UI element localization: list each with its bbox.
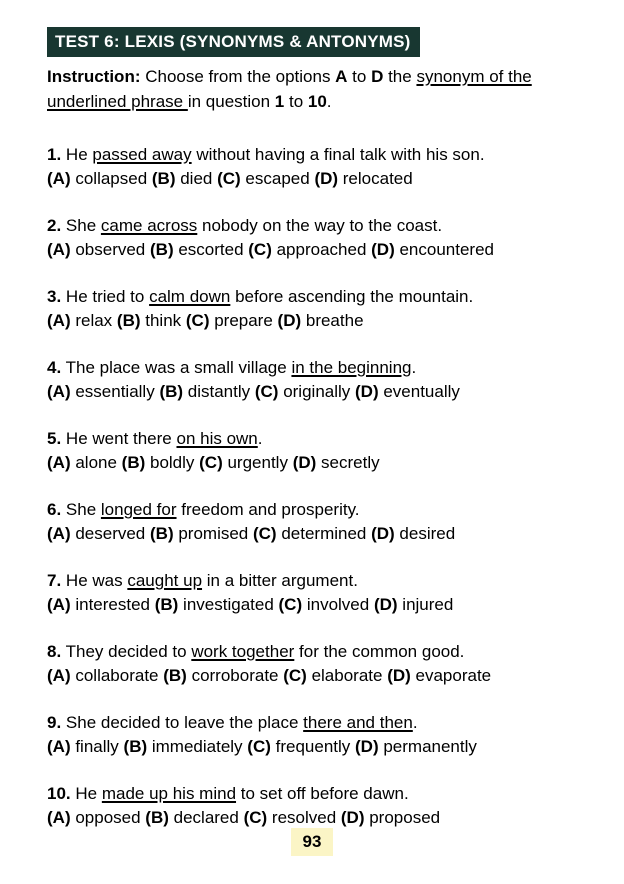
question-text bbox=[47, 143, 590, 167]
underlined-phrase: there and then bbox=[303, 713, 413, 732]
text-segment: in a bitter argument. bbox=[202, 571, 358, 590]
option-label: (D) bbox=[355, 737, 379, 756]
options-line bbox=[47, 309, 590, 333]
option-text: opposed bbox=[70, 808, 146, 827]
question-text bbox=[47, 285, 590, 309]
text-segment: . bbox=[257, 429, 263, 448]
question-block bbox=[47, 782, 590, 830]
underlined-phrase: work together bbox=[191, 642, 295, 661]
question-number: 8. bbox=[47, 642, 62, 661]
question-block bbox=[47, 143, 590, 191]
text-segment: He went there bbox=[65, 429, 177, 448]
option-text: died bbox=[175, 169, 218, 188]
question-block bbox=[47, 711, 590, 759]
question-number: 5. bbox=[47, 429, 62, 448]
text-segment: . bbox=[411, 358, 417, 377]
underlined-phrase: longed for bbox=[100, 500, 177, 519]
underlined-phrase: caught up bbox=[127, 571, 203, 590]
options-line bbox=[47, 735, 590, 759]
underlined-phrase: passed away bbox=[92, 145, 192, 164]
option-label: (D) bbox=[314, 169, 339, 188]
underlined-phrase: calm down bbox=[149, 287, 231, 306]
option-label: (D) bbox=[371, 240, 395, 259]
option-label: (A) bbox=[47, 311, 71, 330]
options-line bbox=[47, 593, 590, 617]
question-text bbox=[47, 214, 590, 238]
option-label: (A) bbox=[47, 169, 71, 188]
options-line bbox=[47, 522, 590, 546]
option-label: (C) bbox=[243, 808, 268, 827]
text-segment: 1 bbox=[274, 92, 285, 111]
text-segment: A bbox=[335, 67, 348, 86]
text-segment: to bbox=[347, 67, 372, 86]
option-text: originally bbox=[278, 382, 356, 401]
option-text: relax bbox=[70, 311, 117, 330]
option-label: (A) bbox=[47, 524, 71, 543]
option-text: think bbox=[140, 311, 186, 330]
option-text: corroborate bbox=[186, 666, 284, 685]
option-label: (C) bbox=[217, 169, 241, 188]
option-label: (C) bbox=[199, 453, 223, 472]
questions-list bbox=[47, 143, 590, 830]
option-text: immediately bbox=[147, 737, 248, 756]
text-segment: D bbox=[371, 67, 384, 86]
underlined-phrase: underlined phrase bbox=[47, 92, 188, 111]
option-label: (B) bbox=[150, 524, 174, 543]
option-text: urgently bbox=[222, 453, 293, 472]
option-label: (A) bbox=[47, 595, 71, 614]
question-block bbox=[47, 498, 590, 546]
text-segment: They decided to bbox=[65, 642, 192, 661]
text-segment: nobody on the way to the coast. bbox=[197, 216, 443, 235]
option-text: elaborate bbox=[306, 666, 388, 685]
option-text: essentially bbox=[70, 382, 160, 401]
option-label: (C) bbox=[185, 311, 210, 330]
text-segment: . bbox=[326, 92, 332, 111]
question-block bbox=[47, 427, 590, 475]
question-block bbox=[47, 569, 590, 617]
question-block bbox=[47, 356, 590, 404]
option-label: (B) bbox=[121, 453, 146, 472]
option-text: encountered bbox=[394, 240, 494, 259]
option-label: (C) bbox=[248, 240, 272, 259]
underlined-phrase: came across bbox=[100, 216, 198, 235]
options-line bbox=[47, 238, 590, 262]
option-label: (B) bbox=[163, 666, 187, 685]
option-text: secretly bbox=[316, 453, 380, 472]
question-number: 7. bbox=[47, 571, 62, 590]
option-text: promised bbox=[173, 524, 253, 543]
option-text: desired bbox=[394, 524, 456, 543]
option-text: observed bbox=[70, 240, 150, 259]
option-label: (B) bbox=[150, 240, 174, 259]
question-text bbox=[47, 498, 590, 522]
option-label: (D) bbox=[355, 382, 379, 401]
option-text: frequently bbox=[270, 737, 355, 756]
question-number: 10. bbox=[47, 784, 71, 803]
option-label: (D) bbox=[292, 453, 317, 472]
option-text: relocated bbox=[338, 169, 413, 188]
option-text: involved bbox=[302, 595, 374, 614]
option-label: (D) bbox=[340, 808, 365, 827]
text-segment: He was bbox=[65, 571, 128, 590]
text-segment: in question bbox=[187, 92, 275, 111]
option-label: (B) bbox=[116, 311, 141, 330]
text-segment: Choose from the options bbox=[140, 67, 336, 86]
options-line bbox=[47, 664, 590, 688]
option-text: investigated bbox=[178, 595, 279, 614]
question-number: 2. bbox=[47, 216, 62, 235]
question-text bbox=[47, 782, 590, 806]
text-segment: 10 bbox=[307, 92, 327, 111]
text-segment: Instruction: bbox=[47, 67, 141, 86]
question-number: 3. bbox=[47, 287, 62, 306]
text-segment: She bbox=[65, 500, 101, 519]
options-line bbox=[47, 167, 590, 191]
underlined-phrase: in the beginning bbox=[291, 358, 412, 377]
option-text: approached bbox=[271, 240, 372, 259]
text-segment: She decided to leave the place bbox=[65, 713, 304, 732]
option-text: determined bbox=[276, 524, 372, 543]
option-text: resolved bbox=[267, 808, 341, 827]
question-text bbox=[47, 640, 590, 664]
instruction-text bbox=[47, 64, 590, 114]
underlined-phrase: on his own bbox=[176, 429, 258, 448]
option-text: evaporate bbox=[410, 666, 492, 685]
question-number: 9. bbox=[47, 713, 62, 732]
option-label: (B) bbox=[159, 382, 184, 401]
options-line bbox=[47, 451, 590, 475]
options-line bbox=[47, 380, 590, 404]
options-line bbox=[47, 806, 590, 830]
option-text: proposed bbox=[364, 808, 441, 827]
text-segment: The place was a small village bbox=[65, 358, 292, 377]
text-segment: She bbox=[65, 216, 101, 235]
option-label: (B) bbox=[154, 595, 179, 614]
option-text: injured bbox=[397, 595, 454, 614]
page-number-badge: 93 bbox=[291, 828, 334, 856]
option-label: (C) bbox=[278, 595, 303, 614]
text-segment: freedom and prosperity. bbox=[176, 500, 360, 519]
underlined-phrase: synonym of the bbox=[416, 67, 532, 86]
text-segment: He bbox=[65, 145, 93, 164]
question-text bbox=[47, 711, 590, 735]
option-text: interested bbox=[70, 595, 155, 614]
option-label: (D) bbox=[371, 524, 395, 543]
option-text: prepare bbox=[209, 311, 278, 330]
test-title-banner bbox=[47, 27, 420, 57]
option-text: distantly bbox=[183, 382, 255, 401]
option-label: (B) bbox=[151, 169, 176, 188]
question-number: 6. bbox=[47, 500, 62, 519]
question-text bbox=[47, 427, 590, 451]
text-segment: for the common good. bbox=[294, 642, 465, 661]
option-label: (C) bbox=[252, 524, 277, 543]
text-segment: He tried to bbox=[65, 287, 150, 306]
option-text: collapsed bbox=[70, 169, 152, 188]
text-segment: to bbox=[284, 92, 308, 111]
option-label: (C) bbox=[247, 737, 271, 756]
question-number: 1. bbox=[47, 145, 62, 164]
option-label: (C) bbox=[254, 382, 279, 401]
option-label: (A) bbox=[47, 737, 71, 756]
option-text: breathe bbox=[301, 311, 364, 330]
text-segment: before ascending the mountain. bbox=[230, 287, 474, 306]
test-title: TEST 6: LEXIS (SYNONYMS & ANTONYMS) bbox=[55, 32, 411, 51]
option-text: boldly bbox=[145, 453, 200, 472]
question-block bbox=[47, 285, 590, 333]
option-label: (A) bbox=[47, 808, 71, 827]
option-label: (B) bbox=[123, 737, 148, 756]
text-segment: without having a final talk with his son. bbox=[191, 145, 485, 164]
option-label: (B) bbox=[145, 808, 169, 827]
text-segment: the bbox=[383, 67, 417, 86]
option-text: declared bbox=[168, 808, 244, 827]
option-label: (D) bbox=[277, 311, 302, 330]
option-text: deserved bbox=[70, 524, 150, 543]
option-label: (D) bbox=[387, 666, 411, 685]
text-segment: . bbox=[412, 713, 418, 732]
question-text bbox=[47, 356, 590, 380]
option-label: (A) bbox=[47, 240, 71, 259]
option-text: escorted bbox=[173, 240, 249, 259]
option-text: finally bbox=[70, 737, 124, 756]
option-text: collaborate bbox=[70, 666, 164, 685]
question-block bbox=[47, 640, 590, 688]
option-label: (A) bbox=[47, 382, 71, 401]
option-text: alone bbox=[70, 453, 122, 472]
question-block bbox=[47, 214, 590, 262]
option-label: (A) bbox=[47, 666, 71, 685]
question-text bbox=[47, 569, 590, 593]
question-number: 4. bbox=[47, 358, 62, 377]
option-label: (A) bbox=[47, 453, 71, 472]
text-segment: to set off before dawn. bbox=[236, 784, 409, 803]
option-text: permanently bbox=[378, 737, 477, 756]
underlined-phrase: made up his mind bbox=[101, 784, 237, 803]
option-text: eventually bbox=[378, 382, 460, 401]
option-text: escaped bbox=[240, 169, 315, 188]
text-segment: He bbox=[75, 784, 102, 803]
option-label: (D) bbox=[373, 595, 398, 614]
page-footer bbox=[0, 828, 624, 856]
option-label: (C) bbox=[283, 666, 307, 685]
